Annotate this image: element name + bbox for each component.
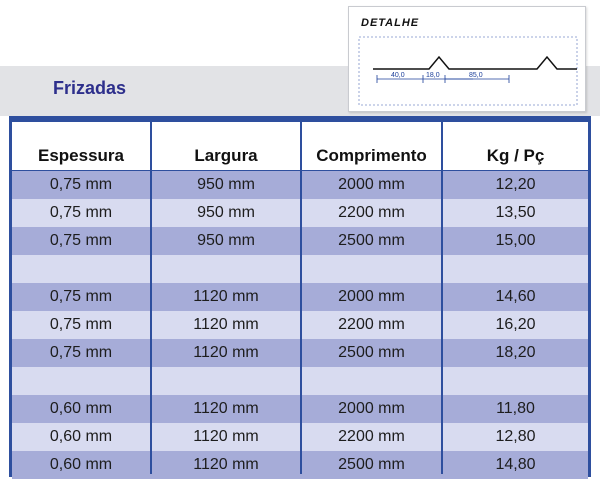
cell-espessura: 0,75 mm (49, 232, 113, 249)
cell-kg (443, 367, 588, 395)
cell-comprimento (302, 367, 441, 395)
header-comprimento: Comprimento (316, 146, 427, 165)
cell-kg: 16,20 (495, 316, 536, 333)
section-title: Frizadas (53, 78, 127, 98)
cell-espessura: 0,75 mm (49, 204, 113, 221)
cell-espessura (12, 367, 150, 395)
profile-drawing (349, 7, 585, 111)
cell-comprimento: 2000 mm (338, 400, 405, 417)
column-divider (300, 122, 302, 474)
cell-comprimento: 2500 mm (338, 232, 405, 249)
cell-largura: 1120 mm (193, 456, 259, 473)
cell-kg: 15,00 (495, 232, 536, 249)
cell-kg (443, 255, 588, 283)
dim-label-3: 85,0 (469, 72, 483, 79)
column-divider (441, 122, 443, 474)
cell-kg: 14,60 (495, 288, 536, 305)
cell-espessura: 0,75 mm (49, 176, 113, 193)
cell-largura (152, 367, 300, 395)
cell-espessura: 0,75 mm (49, 288, 113, 305)
cell-kg: 12,20 (495, 176, 536, 193)
cell-largura: 1120 mm (193, 428, 259, 445)
cell-largura (152, 255, 300, 283)
cell-largura: 1120 mm (193, 316, 259, 333)
cell-largura: 1120 mm (193, 400, 259, 417)
detail-dashed-frame (359, 37, 577, 105)
cell-comprimento: 2500 mm (338, 456, 405, 473)
cell-comprimento: 2000 mm (338, 176, 405, 193)
cell-espessura: 0,60 mm (49, 400, 113, 417)
cell-comprimento: 2500 mm (338, 344, 405, 361)
header-espessura: Espessura (38, 146, 124, 165)
detail-title: DETALHE (361, 17, 420, 29)
cell-espessura: 0,60 mm (49, 456, 113, 473)
cell-kg: 11,80 (496, 400, 535, 417)
cell-kg: 18,20 (495, 344, 536, 361)
cell-comprimento (302, 255, 441, 283)
profile-line (373, 57, 577, 69)
header-largura: Largura (194, 146, 258, 165)
cell-largura: 950 mm (197, 204, 255, 221)
header-underline (12, 170, 588, 171)
cell-espessura: 0,75 mm (49, 344, 113, 361)
header-kg-pc: Kg / Pç (486, 146, 545, 165)
cell-espessura: 0,60 mm (49, 428, 113, 445)
cell-largura: 1120 mm (193, 288, 259, 305)
cell-kg: 12,80 (495, 428, 536, 445)
cell-kg: 14,80 (495, 456, 536, 473)
cell-comprimento: 2200 mm (338, 204, 405, 221)
dim-label-1: 40,0 (391, 72, 405, 79)
cell-comprimento: 2200 mm (338, 428, 405, 445)
detail-diagram (348, 6, 586, 112)
cell-espessura (12, 255, 150, 283)
cell-comprimento: 2200 mm (338, 316, 405, 333)
cell-largura: 950 mm (197, 232, 255, 249)
cell-kg: 13,50 (495, 204, 536, 221)
cell-largura: 950 mm (197, 176, 255, 193)
column-divider (150, 122, 152, 474)
cell-comprimento: 2000 mm (338, 288, 405, 305)
dim-label-2: 18,0 (426, 72, 440, 79)
cell-espessura: 0,75 mm (49, 316, 113, 333)
cell-largura: 1120 mm (193, 344, 259, 361)
